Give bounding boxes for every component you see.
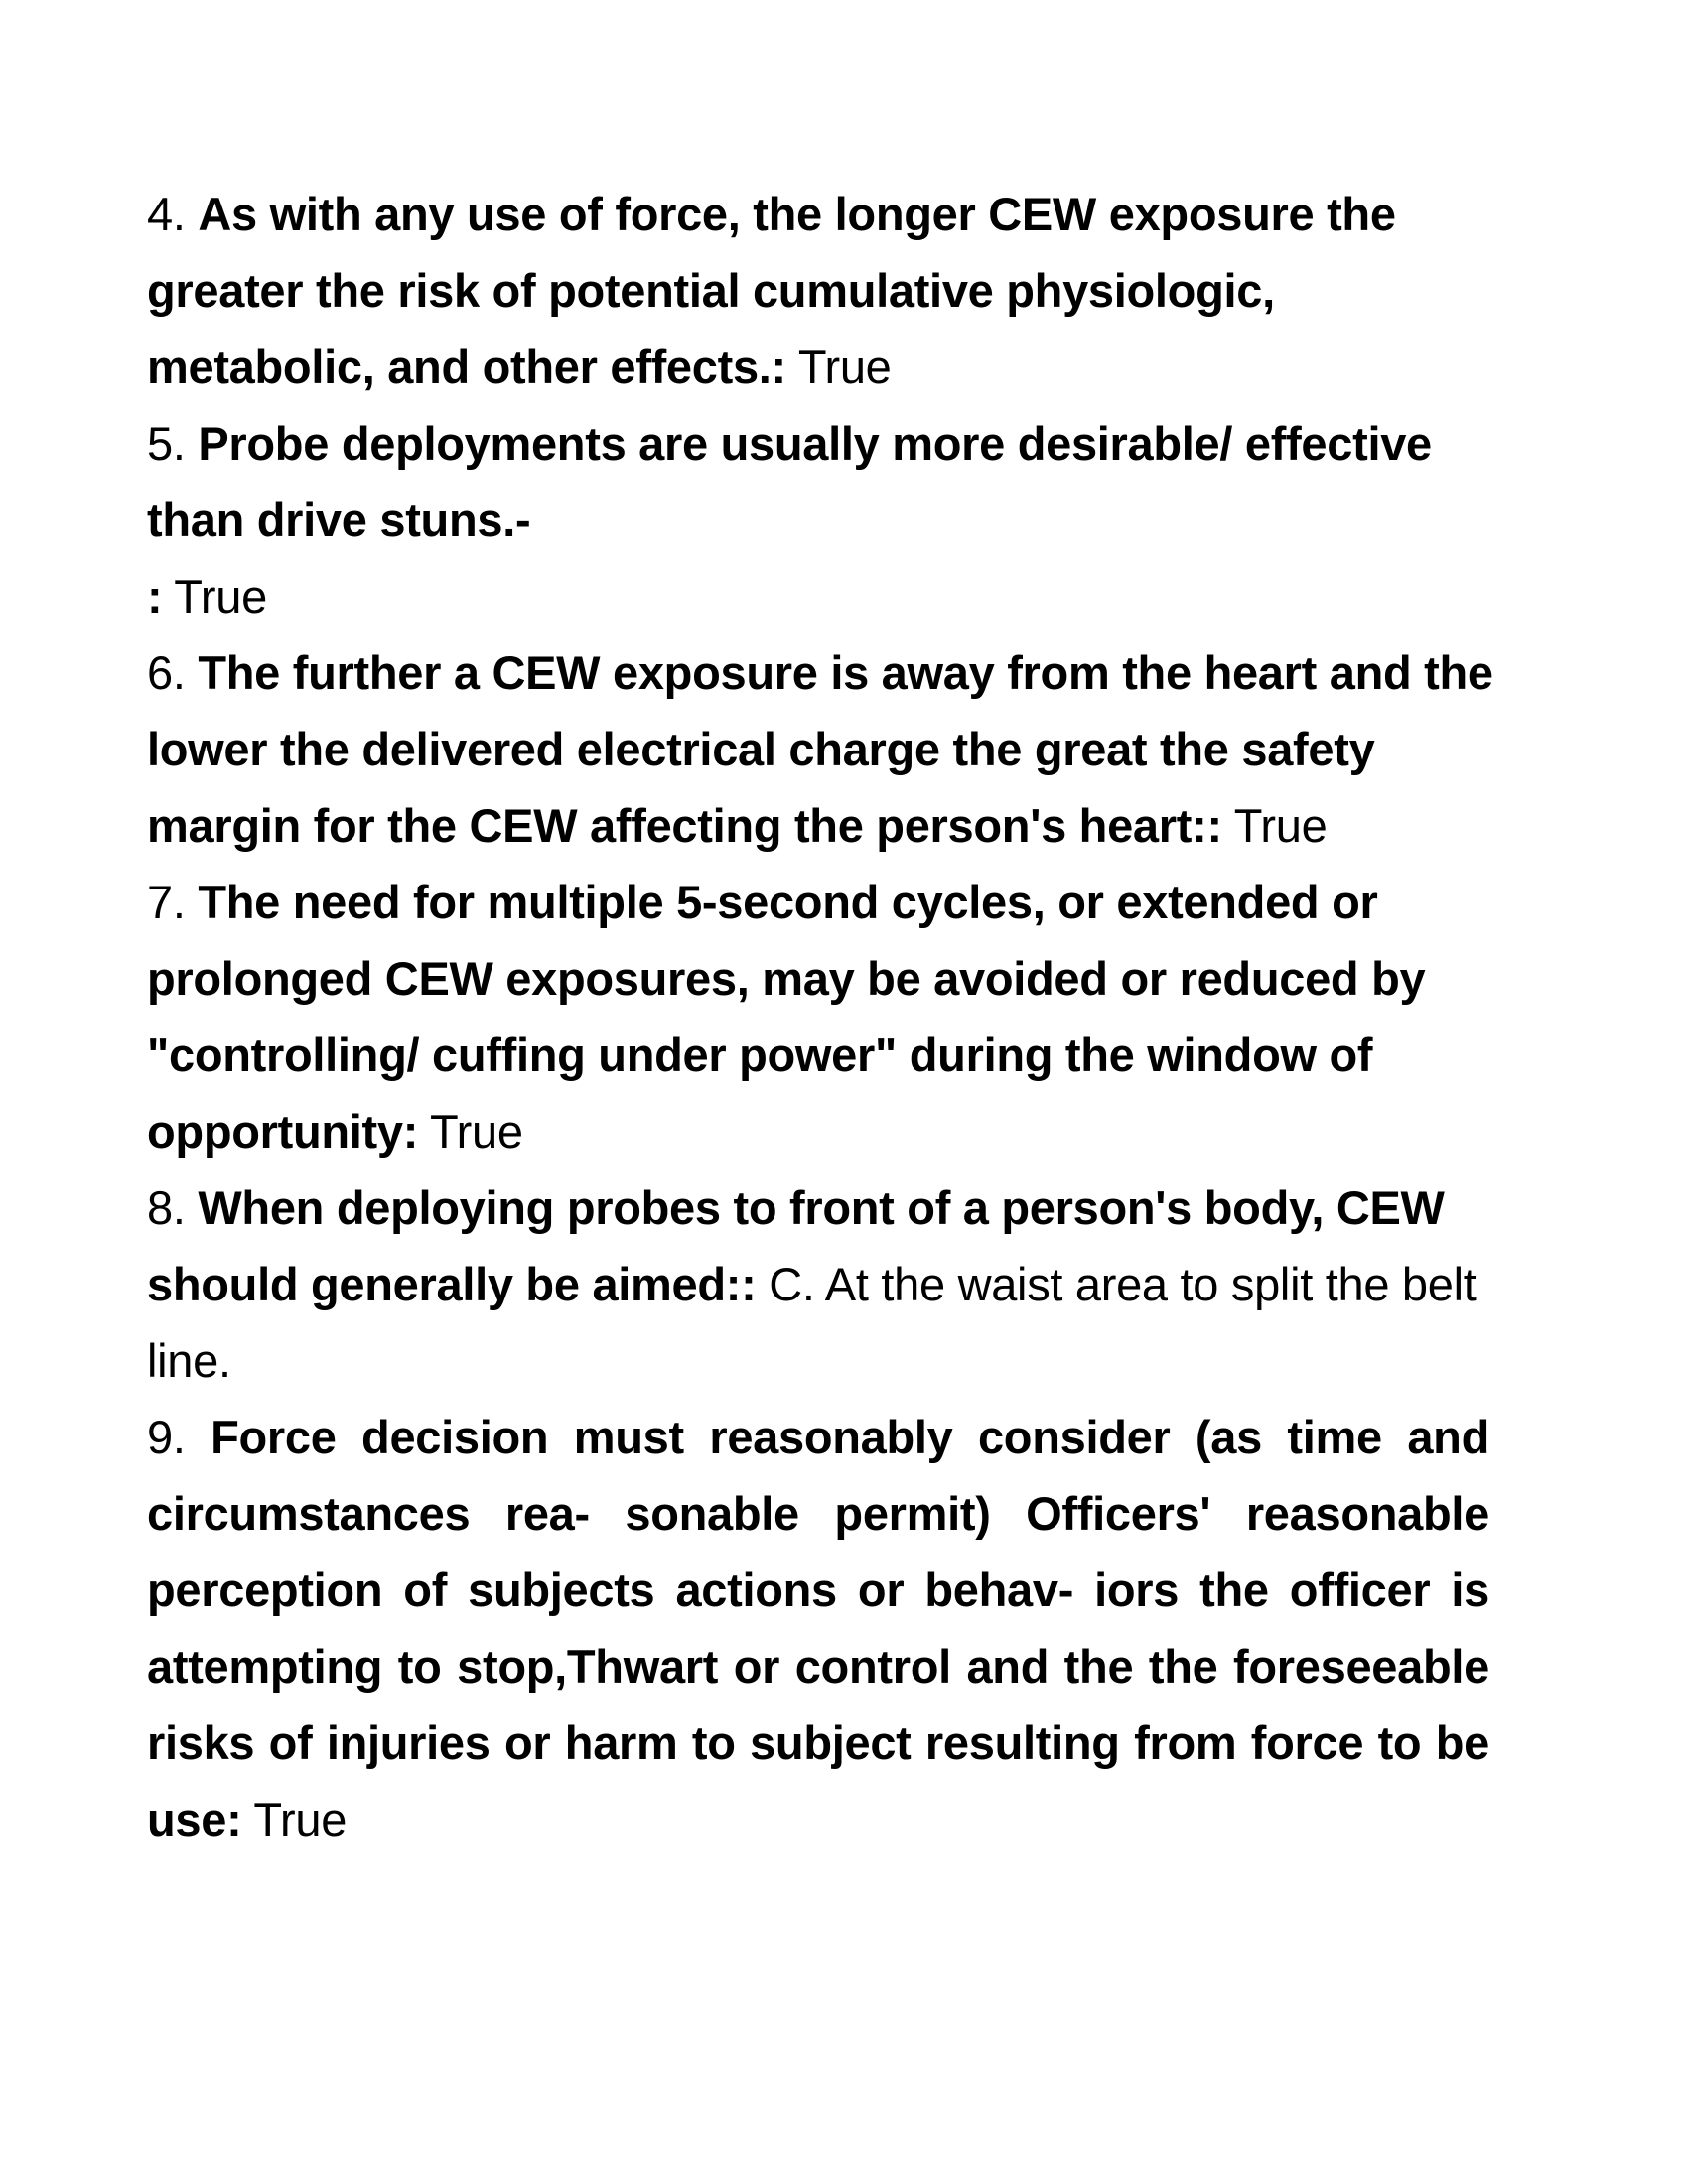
text-line (147, 1705, 1489, 1781)
answer-text: True (241, 1793, 348, 1845)
question-text: As with any use of force, the longer CEW exposure the (198, 188, 1396, 240)
text-line (147, 1246, 1489, 1322)
question-number: 6. (147, 646, 199, 699)
question-text: margin for the CEW affecting the person's heart:: (147, 799, 1222, 852)
question-text: prolonged CEW exposures, may be avoided or reduced by (147, 952, 1426, 1005)
text-line (147, 864, 1489, 940)
question-text: opportunity: (147, 1105, 419, 1158)
answer-text: True (1221, 799, 1328, 852)
question-text: perception of subjects actions or behav- iors the officer is (147, 1564, 1489, 1616)
text-line (147, 1475, 1489, 1552)
text-line (147, 1093, 1489, 1169)
text-line (147, 558, 1489, 634)
question-text: Probe deployments are usually more desirable/ effective (198, 417, 1432, 470)
text-line (147, 405, 1489, 481)
question-number: 9. (147, 1411, 211, 1463)
text-line (147, 1017, 1489, 1093)
text-line (147, 1781, 1489, 1857)
text-line (147, 176, 1489, 252)
question-text: circumstances rea- sonable permit) Officers' reasonable (147, 1487, 1489, 1540)
question-text: metabolic, and other effects.: (147, 341, 786, 393)
text-line (147, 787, 1489, 864)
question-text: "controlling/ cuffing under power" during the window of (147, 1028, 1373, 1081)
text-line (147, 634, 1493, 711)
answer-text: line. (147, 1334, 231, 1387)
text-line (147, 711, 1489, 787)
question-number: 5. (147, 417, 199, 470)
question-text: risks of injuries or harm to subject resulting from force to be (147, 1716, 1489, 1769)
answer-text: C. At the waist area to split the belt (756, 1258, 1477, 1310)
question-text: : (147, 570, 163, 622)
question-text: The further a CEW exposure is away from the heart and the (198, 646, 1493, 699)
text-line (147, 1399, 1489, 1475)
question-text: attempting to stop,Thwart or control and the the foreseeable (147, 1640, 1489, 1693)
text-line (147, 940, 1489, 1017)
question-number: 4. (147, 188, 199, 240)
answer-text: True (418, 1105, 523, 1158)
question-text: Force decision must reasonably consider (as time and (211, 1411, 1489, 1463)
answer-text: True (162, 570, 267, 622)
question-text: When deploying probes to front of a person's body, CEW (198, 1181, 1445, 1234)
text-line (147, 1169, 1489, 1246)
document-text (147, 176, 1493, 1857)
question-text: greater the risk of potential cumulative physiologic, (147, 264, 1275, 317)
question-text: lower the delivered electrical charge the great the safety (147, 723, 1375, 775)
text-line (147, 252, 1489, 329)
question-text: The need for multiple 5-second cycles, or extended or (198, 876, 1378, 928)
answer-text: True (785, 341, 892, 393)
text-line (147, 1552, 1489, 1628)
text-line (147, 1628, 1489, 1705)
question-text: than drive stuns.- (147, 493, 531, 546)
text-line (147, 329, 1489, 405)
question-text: should generally be aimed:: (147, 1258, 757, 1310)
text-line (147, 1322, 1489, 1399)
question-text: use: (147, 1793, 242, 1845)
question-number: 8. (147, 1181, 199, 1234)
text-line (147, 481, 1489, 558)
question-number: 7. (147, 876, 199, 928)
